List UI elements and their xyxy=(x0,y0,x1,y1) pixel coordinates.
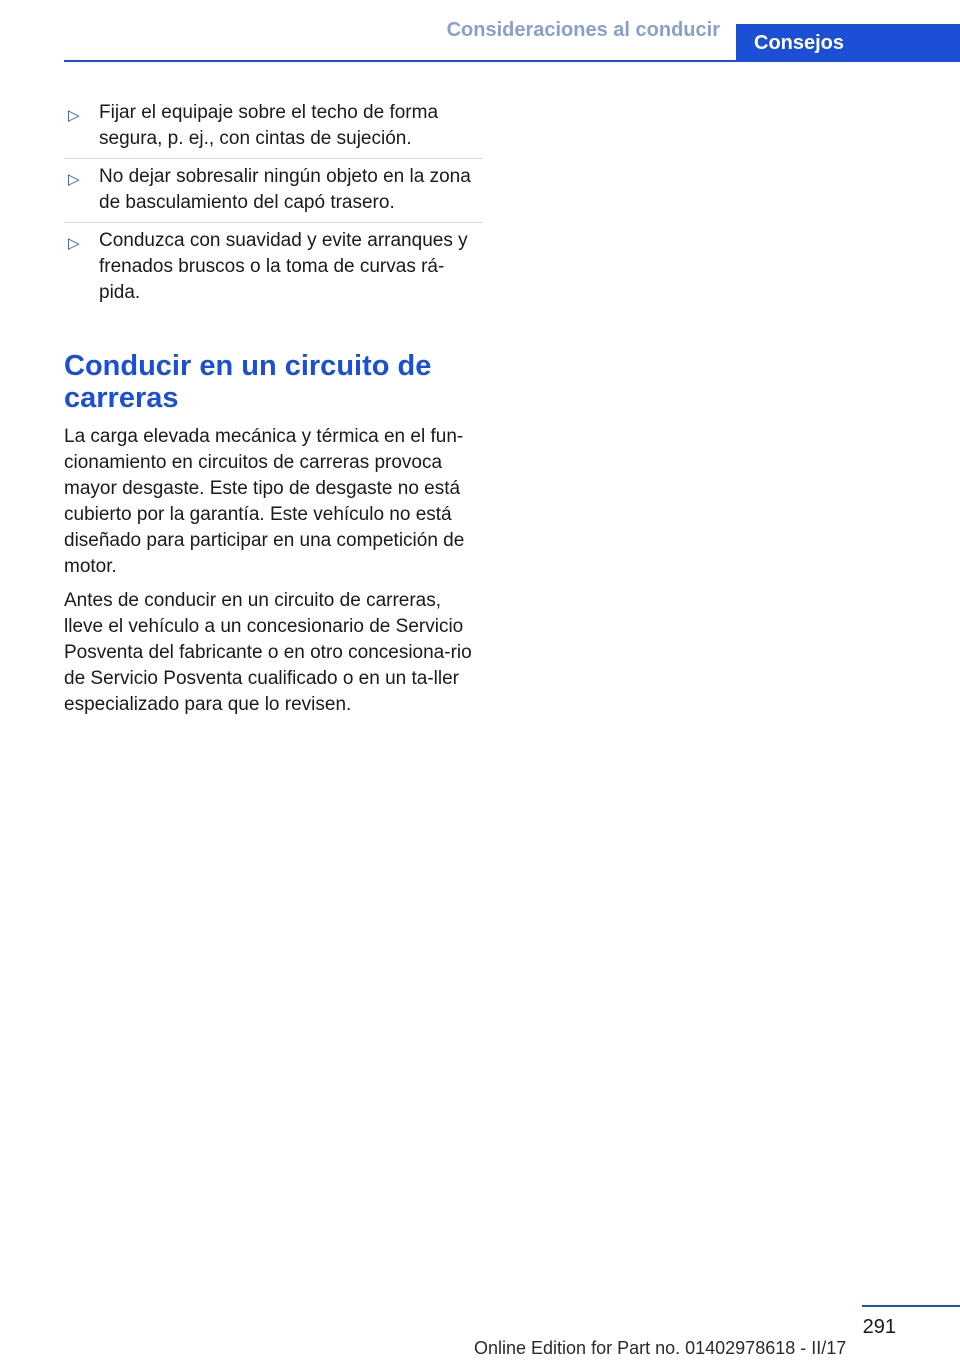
page-number: 291 xyxy=(862,1316,896,1338)
list-item-text: Fijar el equipaje sobre el techo de forma segura, p. ej., con cintas de sujeción. xyxy=(99,102,439,149)
edition-footer: Online Edition for Part no. 01402978618 - II/17 xyxy=(474,1338,847,1358)
header-chapter-tab: Consejos xyxy=(736,24,960,62)
bullet-list xyxy=(64,100,482,306)
header-section-title: Consideraciones al conducir xyxy=(446,18,720,41)
page-content xyxy=(64,100,482,726)
header-rule xyxy=(64,60,960,62)
list-item-text: Conduzca con suavidad y evite arranques y frenados bruscos o la toma de curvas rá-pida. xyxy=(99,230,468,303)
paragraph: La carga elevada mecánica y térmica en el fun-cionamiento en circuitos de carreras provoca mayor desgaste. Este tipo de desgaste no está cubierto por la garantía. Este vehículo no está diseñado para participar en una competición de motor. xyxy=(64,426,465,577)
list-item xyxy=(64,158,482,216)
section-heading: Conducir en un circuito de carreras xyxy=(64,350,432,414)
triangle-right-icon: ▷ xyxy=(68,107,80,124)
triangle-right-icon: ▷ xyxy=(68,235,80,252)
triangle-right-icon: ▷ xyxy=(68,171,80,188)
list-item xyxy=(64,100,482,152)
list-item xyxy=(64,222,482,306)
paragraph: Antes de conducir en un circuito de carreras, lleve el vehículo a un concesionario de Servicio Posventa del fabricante o en otro concesiona-rio de Servicio Posventa cualificado o en un ta-ller especializado para que lo revisen. xyxy=(64,590,472,715)
list-item-text: No dejar sobresalir ningún objeto en la zona de basculamiento del capó trasero. xyxy=(99,166,471,213)
footer-rule xyxy=(862,1305,960,1307)
